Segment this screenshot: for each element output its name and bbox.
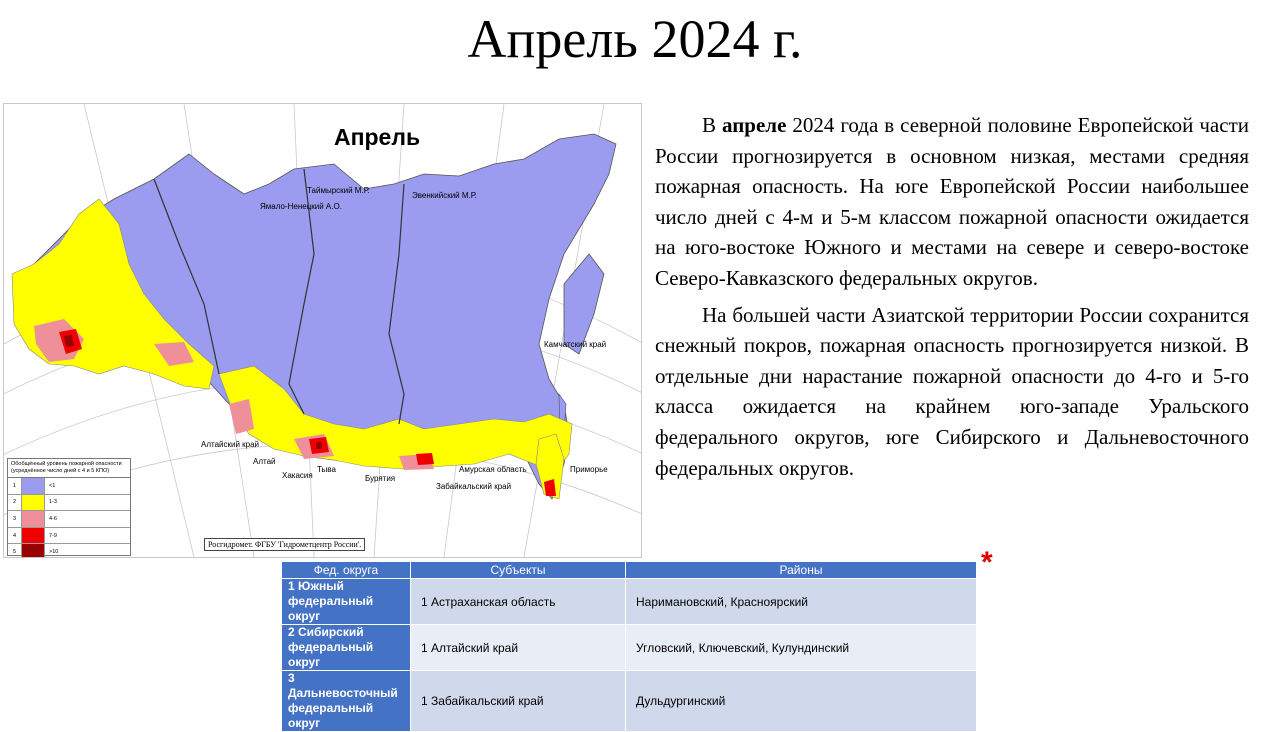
label-taimyr: Таймырский М.Р. bbox=[307, 186, 370, 195]
legend-row bbox=[8, 478, 130, 495]
legend-swatch bbox=[22, 511, 45, 527]
legend-class: 5 bbox=[8, 544, 22, 558]
table-row bbox=[282, 625, 977, 671]
text-run: В bbox=[702, 113, 722, 137]
column-header-subjects: Субъекты bbox=[411, 562, 626, 579]
label-buryatia: Бурятия bbox=[365, 474, 396, 483]
forecast-text bbox=[655, 110, 1249, 489]
cell-subject: 1 Астраханская область bbox=[411, 579, 626, 625]
legend-row bbox=[8, 528, 130, 545]
text-run: 2024 года в северной половине Европейской части России прогнозируется в основном низкая, местами средняя пожарная опасность. На юге Европейской России наибольшее число дней с 4-м и 5-м классом пожарной опасности ожидается на юго-востоке Южного и местами на севере и северо-востоке Северо-Кавказского федеральных округов. bbox=[655, 113, 1249, 290]
map-legend bbox=[7, 458, 131, 556]
label-tyva: Тыва bbox=[317, 465, 336, 474]
label-khakassia: Хакасия bbox=[282, 471, 313, 480]
cell-district: 2 Сибирский федеральный округ bbox=[282, 625, 411, 671]
column-header-areas: Районы bbox=[626, 562, 977, 579]
text-run-bold: апреле bbox=[721, 113, 787, 137]
table-row bbox=[282, 579, 977, 625]
asterisk-mark: * bbox=[981, 546, 993, 579]
cell-areas: Угловский, Ключевский, Кулундинский bbox=[626, 625, 977, 671]
legend-swatch bbox=[22, 544, 45, 558]
label-yamal: Ямало-Ненецкий А.О. bbox=[260, 202, 342, 211]
fire-danger-map bbox=[3, 103, 642, 558]
slide-title: Апрель 2024 г. bbox=[467, 9, 803, 69]
legend-range: 1-3 bbox=[49, 499, 57, 506]
column-header-districts: Фед. округа bbox=[282, 562, 411, 579]
label-kamchatka: Камчатский край bbox=[544, 340, 607, 349]
forecast-paragraph-2: На большей части Азиатской территории России сохранится снежный покров, пожарная опасность прогнозируется низкой. В отдельные дни нарастание пожарной опасности до 4-го и 5-го класса ожидается на крайнем юго-западе Уральского федерального округов, юге Сибирского и Дальневосточного федеральных округов. bbox=[655, 302, 1249, 480]
cell-subject: 1 Алтайский край bbox=[411, 625, 626, 671]
regions-table bbox=[281, 561, 977, 732]
map-title: Апрель bbox=[334, 124, 421, 150]
legend-swatch bbox=[22, 495, 45, 511]
legend-range: >10 bbox=[49, 549, 59, 556]
legend-class: 3 bbox=[8, 511, 22, 527]
map-credit: Росгидромет. ФГБУ 'Гидрометцентр России'. bbox=[204, 538, 365, 551]
label-primorye: Приморье bbox=[570, 465, 608, 474]
legend-range: 4-6 bbox=[49, 515, 57, 522]
legend-header: Обобщённый уровень пожарной опасности (усреднённое число дней с 4 и 5 КПО) bbox=[8, 459, 130, 478]
legend-range: <1 bbox=[49, 482, 56, 489]
legend-class: 4 bbox=[8, 528, 22, 544]
legend-class: 1 bbox=[8, 478, 22, 494]
cell-areas: Наримановский, Красноярский bbox=[626, 579, 977, 625]
label-altai: Алтай bbox=[253, 457, 276, 466]
legend-range: 7-9 bbox=[49, 532, 57, 539]
legend-row bbox=[8, 511, 130, 528]
legend-swatch bbox=[22, 478, 45, 494]
cell-district: 1 Южный федеральный округ bbox=[282, 579, 411, 625]
label-evenki: Эвенкийский М.Р. bbox=[412, 191, 477, 200]
label-zabaikal: Забайкальский край bbox=[436, 482, 512, 491]
cell-district: 3 Дальневосточный федеральный округ bbox=[282, 671, 411, 732]
cell-areas: Дульдургинский bbox=[626, 671, 977, 732]
table-row bbox=[282, 671, 977, 732]
legend-class: 2 bbox=[8, 495, 22, 511]
label-altai-krai: Алтайский край bbox=[201, 440, 260, 449]
forecast-paragraph-1 bbox=[655, 110, 1249, 294]
cell-subject: 1 Забайкальский край bbox=[411, 671, 626, 732]
legend-swatch bbox=[22, 528, 45, 544]
legend-row bbox=[8, 495, 130, 512]
legend-row bbox=[8, 544, 130, 558]
table-header-row bbox=[282, 562, 977, 579]
label-amur: Амурская область bbox=[459, 465, 527, 474]
